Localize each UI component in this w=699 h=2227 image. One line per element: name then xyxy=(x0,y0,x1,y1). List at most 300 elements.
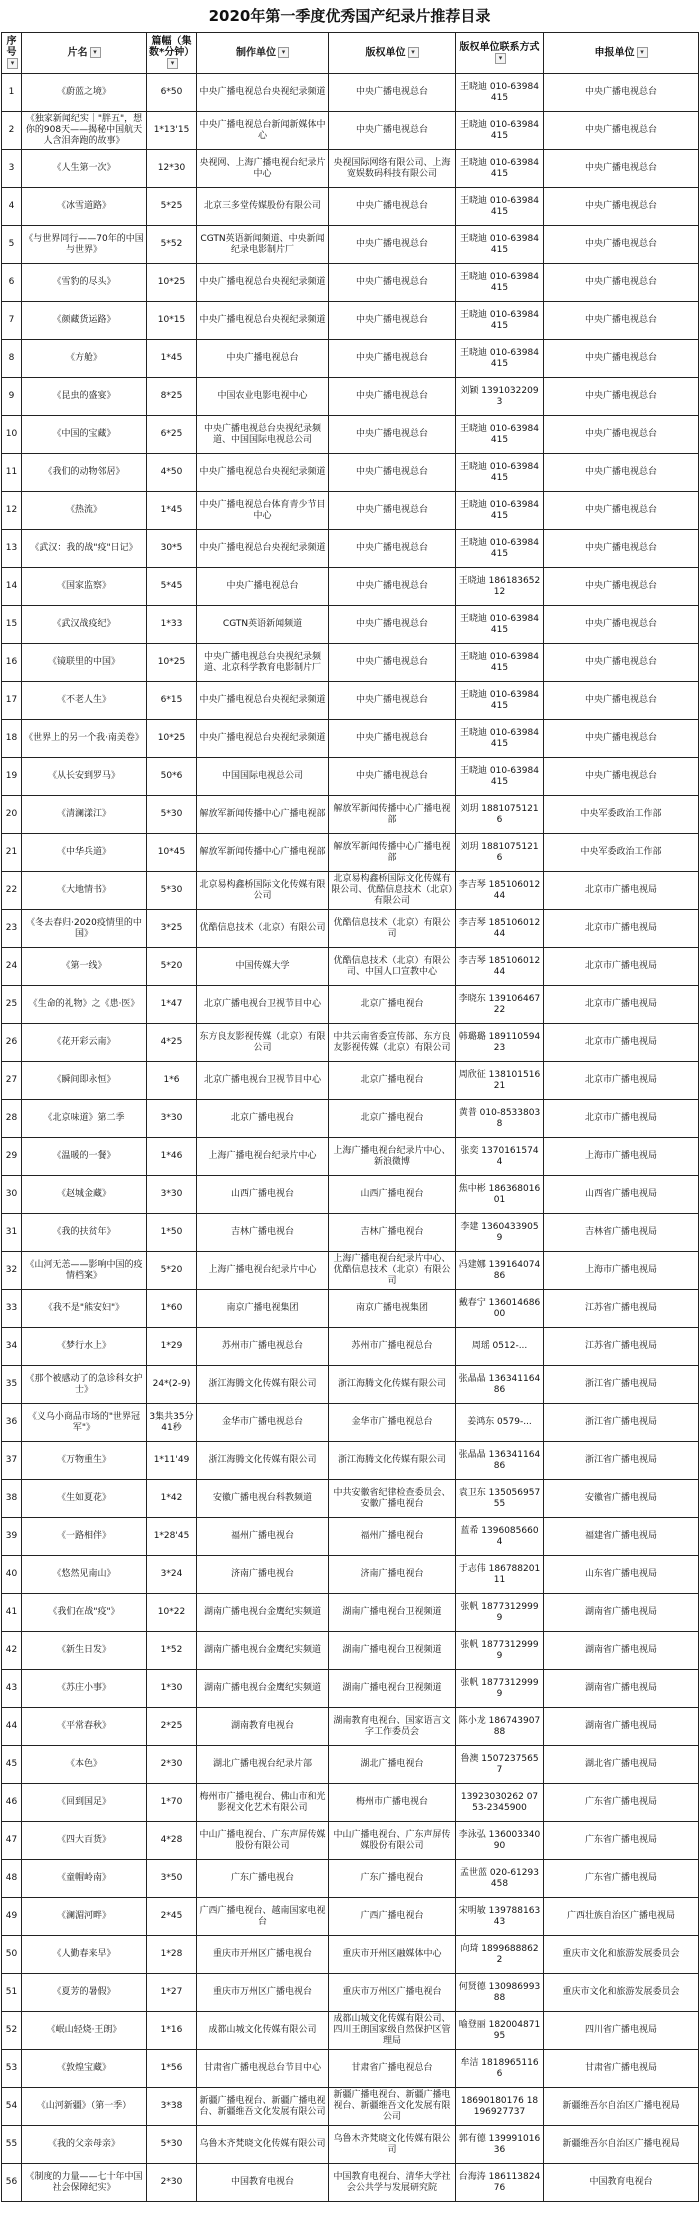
cell-index: 44 xyxy=(2,1708,22,1746)
cell-title: 《武汉：我的战"疫"日记》 xyxy=(22,530,147,568)
cell-copyright: 中共安徽省纪律检查委员会、安徽广播电视台 xyxy=(329,1480,456,1518)
cell-applicant: 新疆维吾尔自治区广播电视局 xyxy=(544,2088,699,2126)
col-header-title[interactable]: 片名 ▾ xyxy=(22,33,147,74)
table-row xyxy=(2,1936,699,1974)
cell-index: 51 xyxy=(2,1974,22,2012)
cell-title: 《武汉战疫纪》 xyxy=(22,606,147,644)
cell-copyright: 中央广播电视总台 xyxy=(329,758,456,796)
cell-copyright: 苏州市广播电视总台 xyxy=(329,1328,456,1366)
cell-producer: 中央广播电视总台央视纪录频道 xyxy=(197,454,329,492)
cell-producer: 广西广播电视台、越南国家电视台 xyxy=(197,1898,329,1936)
cell-contact: 王晓迪 010-63984415 xyxy=(456,74,544,112)
cell-copyright: 福州广播电视台 xyxy=(329,1518,456,1556)
cell-applicant: 新疆维吾尔自治区广播电视局 xyxy=(544,2126,699,2164)
cell-producer: 东方良友影视传媒（北京）有限公司 xyxy=(197,1024,329,1062)
cell-producer: 北京广播电视台卫视节目中心 xyxy=(197,986,329,1024)
cell-index: 16 xyxy=(2,644,22,682)
table-row xyxy=(2,416,699,454)
cell-producer: 中国国际电视总公司 xyxy=(197,758,329,796)
cell-index: 46 xyxy=(2,1784,22,1822)
table-row xyxy=(2,1442,699,1480)
cell-producer: 北京易构鑫桥国际文化传媒有限公司 xyxy=(197,872,329,910)
table-row xyxy=(2,1822,699,1860)
table-row xyxy=(2,1480,699,1518)
cell-copyright: 中国教育电视台、清华大学社会公共学与发展研究院 xyxy=(329,2164,456,2202)
cell-length: 10*25 xyxy=(147,264,197,302)
cell-producer: 北京广播电视台卫视节目中心 xyxy=(197,1062,329,1100)
cell-applicant: 中央广播电视总台 xyxy=(544,226,699,264)
cell-producer: 重庆市万州区广播电视台 xyxy=(197,1974,329,2012)
cell-title: 《我不是"熊安妇"》 xyxy=(22,1290,147,1328)
cell-copyright: 北京广播电视台 xyxy=(329,986,456,1024)
cell-applicant: 中央广播电视总台 xyxy=(544,454,699,492)
cell-index: 25 xyxy=(2,986,22,1024)
cell-contact: 陈小龙 18674390788 xyxy=(456,1708,544,1746)
cell-contact: 王晓迪 010-63984415 xyxy=(456,758,544,796)
cell-applicant: 重庆市文化和旅游发展委员会 xyxy=(544,1974,699,2012)
cell-contact: 周欣征 13810151621 xyxy=(456,1062,544,1100)
cell-contact: 李泳弘 13600334090 xyxy=(456,1822,544,1860)
cell-length: 8*25 xyxy=(147,378,197,416)
cell-contact: 18690180176 18196927737 xyxy=(456,2088,544,2126)
cell-length: 10*25 xyxy=(147,644,197,682)
cell-index: 9 xyxy=(2,378,22,416)
cell-applicant: 湖北省广播电视局 xyxy=(544,1746,699,1784)
table-row xyxy=(2,1290,699,1328)
cell-index: 7 xyxy=(2,302,22,340)
cell-producer: 安徽广播电视台科教频道 xyxy=(197,1480,329,1518)
cell-title: 《温暖的一餐》 xyxy=(22,1138,147,1176)
filter-dropdown-icon[interactable]: ▾ xyxy=(7,58,18,69)
cell-title: 《花开彩云南》 xyxy=(22,1024,147,1062)
page-title: 2020年第一季度优秀国产纪录片推荐目录 xyxy=(208,7,491,25)
cell-copyright: 梅州市广播电视台 xyxy=(329,1784,456,1822)
cell-contact: 袁卫东 13505695755 xyxy=(456,1480,544,1518)
cell-contact: 王晓迪 010-63984415 xyxy=(456,340,544,378)
cell-producer: 中央广播电视总台央视纪录频道 xyxy=(197,264,329,302)
cell-copyright: 浙江海腾文化传媒有限公司 xyxy=(329,1366,456,1404)
table-row xyxy=(2,302,699,340)
cell-applicant: 中央广播电视总台 xyxy=(544,606,699,644)
cell-length: 1*30 xyxy=(147,1670,197,1708)
cell-contact: 李吉琴 18510601244 xyxy=(456,872,544,910)
cell-index: 37 xyxy=(2,1442,22,1480)
cell-producer: 苏州市广播电视总台 xyxy=(197,1328,329,1366)
cell-contact: 刘玥 18810751216 xyxy=(456,834,544,872)
cell-length: 1*42 xyxy=(147,1480,197,1518)
cell-copyright: 中央广播电视总台 xyxy=(329,264,456,302)
cell-length: 1*6 xyxy=(147,1062,197,1100)
cell-copyright: 新疆广播电视台、新疆广播电视台、新疆维吾文化发展有限公司 xyxy=(329,2088,456,2126)
cell-title: 《不老人生》 xyxy=(22,682,147,720)
cell-index: 32 xyxy=(2,1252,22,1290)
cell-applicant: 福建省广播电视局 xyxy=(544,1518,699,1556)
cell-applicant: 上海市广播电视局 xyxy=(544,1138,699,1176)
cell-length: 10*25 xyxy=(147,720,197,758)
cell-producer: CGTN英语新闻频道 xyxy=(197,606,329,644)
table-row xyxy=(2,1594,699,1632)
cell-copyright: 北京广播电视台 xyxy=(329,1062,456,1100)
table-row xyxy=(2,492,699,530)
table-row xyxy=(2,1404,699,1442)
cell-title: 《国家监察》 xyxy=(22,568,147,606)
header-row xyxy=(2,33,699,74)
filter-dropdown-icon[interactable]: ▾ xyxy=(90,47,101,58)
cell-title: 《制度的力量——七十年中国社会保障纪实》 xyxy=(22,2164,147,2202)
table-row xyxy=(2,1746,699,1784)
cell-length: 1*28'45 xyxy=(147,1518,197,1556)
cell-index: 23 xyxy=(2,910,22,948)
cell-producer: 央视网、上海广播电视台纪录片中心 xyxy=(197,150,329,188)
cell-applicant: 中央广播电视总台 xyxy=(544,644,699,682)
cell-applicant: 中央广播电视总台 xyxy=(544,340,699,378)
cell-index: 19 xyxy=(2,758,22,796)
cell-producer: 成都山城文化传媒有限公司 xyxy=(197,2012,329,2050)
table-row xyxy=(2,1974,699,2012)
cell-length: 5*30 xyxy=(147,872,197,910)
cell-copyright: 湖南广播电视台卫视频道 xyxy=(329,1632,456,1670)
cell-producer: 上海广播电视台纪录片中心 xyxy=(197,1138,329,1176)
table-row xyxy=(2,1100,699,1138)
cell-length: 50*6 xyxy=(147,758,197,796)
cell-producer: 山西广播电视台 xyxy=(197,1176,329,1214)
cell-applicant: 中央广播电视总台 xyxy=(544,112,699,150)
cell-title: 《平常春秋》 xyxy=(22,1708,147,1746)
cell-index: 28 xyxy=(2,1100,22,1138)
cell-title: 《那个被感动了的急诊科女护士》 xyxy=(22,1366,147,1404)
cell-length: 3*30 xyxy=(147,1176,197,1214)
cell-length: 3*50 xyxy=(147,1860,197,1898)
cell-index: 45 xyxy=(2,1746,22,1784)
cell-copyright: 甘肃省广播电视总台 xyxy=(329,2050,456,2088)
cell-length: 5*25 xyxy=(147,188,197,226)
cell-producer: 中央广播电视总台 xyxy=(197,340,329,378)
cell-index: 5 xyxy=(2,226,22,264)
table-row xyxy=(2,1784,699,1822)
cell-index: 8 xyxy=(2,340,22,378)
col-header-copyright[interactable]: 版权单位 ▾ xyxy=(329,33,456,74)
cell-title: 《昆虫的盛宴》 xyxy=(22,378,147,416)
table-row xyxy=(2,1518,699,1556)
cell-length: 10*45 xyxy=(147,834,197,872)
cell-index: 47 xyxy=(2,1822,22,1860)
filter-dropdown-icon[interactable]: ▾ xyxy=(167,58,178,69)
cell-producer: 浙江海腾文化传媒有限公司 xyxy=(197,1366,329,1404)
cell-contact: 王晓迪 010-63984415 xyxy=(456,606,544,644)
cell-contact: 王晓迪 010-63984415 xyxy=(456,492,544,530)
cell-length: 6*15 xyxy=(147,682,197,720)
table-row xyxy=(2,834,699,872)
table-row xyxy=(2,758,699,796)
cell-index: 13 xyxy=(2,530,22,568)
cell-title: 《苏庄小事》 xyxy=(22,1670,147,1708)
cell-copyright: 中央广播电视总台 xyxy=(329,302,456,340)
cell-title: 《中国的宝藏》 xyxy=(22,416,147,454)
cell-index: 42 xyxy=(2,1632,22,1670)
table-row xyxy=(2,1176,699,1214)
cell-index: 12 xyxy=(2,492,22,530)
cell-index: 20 xyxy=(2,796,22,834)
cell-length: 1*70 xyxy=(147,1784,197,1822)
cell-applicant: 中央广播电视总台 xyxy=(544,682,699,720)
cell-applicant: 北京市广播电视局 xyxy=(544,1062,699,1100)
table-row xyxy=(2,1708,699,1746)
cell-copyright: 中央广播电视总台 xyxy=(329,416,456,454)
cell-applicant: 浙江省广播电视局 xyxy=(544,1366,699,1404)
col-header-length[interactable]: 篇幅（集数*分钟）▾ xyxy=(147,33,197,74)
cell-title: 《从长安到罗马》 xyxy=(22,758,147,796)
col-header-index[interactable]: 序号▾ xyxy=(2,33,22,74)
cell-applicant: 江苏省广播电视局 xyxy=(544,1328,699,1366)
cell-applicant: 中央广播电视总台 xyxy=(544,188,699,226)
cell-contact: 李建 13604339059 xyxy=(456,1214,544,1252)
cell-contact: 王晓迪 18618365212 xyxy=(456,568,544,606)
cell-title: 《清澜漾江》 xyxy=(22,796,147,834)
cell-title: 《与世界同行——70年的中国与世界》 xyxy=(22,226,147,264)
cell-contact: 张晶晶 13634116486 xyxy=(456,1366,544,1404)
cell-title: 《悠然见南山》 xyxy=(22,1556,147,1594)
cell-contact: 焦中彬 18636801601 xyxy=(456,1176,544,1214)
cell-copyright: 济南广播电视台 xyxy=(329,1556,456,1594)
cell-length: 2*30 xyxy=(147,2164,197,2202)
table-row xyxy=(2,530,699,568)
table-row xyxy=(2,1252,699,1290)
cell-copyright: 湖南教育电视台、国家语言文字工作委员会 xyxy=(329,1708,456,1746)
cell-index: 29 xyxy=(2,1138,22,1176)
cell-index: 35 xyxy=(2,1366,22,1404)
cell-length: 30*5 xyxy=(147,530,197,568)
cell-applicant: 上海市广播电视局 xyxy=(544,1252,699,1290)
cell-copyright: 中山广播电视台、广东声屏传媒股份有限公司 xyxy=(329,1822,456,1860)
cell-contact: 张帆 18773129999 xyxy=(456,1594,544,1632)
cell-producer: CGTN英语新闻频道、中央新闻纪录电影制片厂 xyxy=(197,226,329,264)
cell-applicant: 中央广播电视总台 xyxy=(544,264,699,302)
cell-title: 《澜湄河畔》 xyxy=(22,1898,147,1936)
cell-length: 5*30 xyxy=(147,2126,197,2164)
cell-index: 38 xyxy=(2,1480,22,1518)
cell-producer: 优酷信息技术（北京）有限公司 xyxy=(197,910,329,948)
cell-applicant: 中央广播电视总台 xyxy=(544,568,699,606)
cell-length: 1*46 xyxy=(147,1138,197,1176)
cell-length: 5*20 xyxy=(147,1252,197,1290)
cell-copyright: 上海广播电视台纪录片中心、新浪微博 xyxy=(329,1138,456,1176)
cell-applicant: 安徽省广播电视局 xyxy=(544,1480,699,1518)
cell-length: 5*30 xyxy=(147,796,197,834)
cell-copyright: 中央广播电视总台 xyxy=(329,492,456,530)
table-row xyxy=(2,1898,699,1936)
cell-index: 41 xyxy=(2,1594,22,1632)
cell-length: 3集共35分41秒 xyxy=(147,1404,197,1442)
cell-index: 56 xyxy=(2,2164,22,2202)
cell-applicant: 北京市广播电视局 xyxy=(544,1024,699,1062)
cell-title: 《瞬间即永恒》 xyxy=(22,1062,147,1100)
cell-index: 30 xyxy=(2,1176,22,1214)
cell-applicant: 中央广播电视总台 xyxy=(544,74,699,112)
filter-dropdown-icon[interactable]: ▾ xyxy=(278,47,289,58)
cell-producer: 湖南广播电视台金鹰纪实频道 xyxy=(197,1594,329,1632)
col-header-contact[interactable]: 版权单位联系方式▾ xyxy=(456,33,544,74)
cell-length: 6*25 xyxy=(147,416,197,454)
cell-contact: 鲁澳 15072375657 xyxy=(456,1746,544,1784)
cell-producer: 北京三多堂传媒股份有限公司 xyxy=(197,188,329,226)
cell-title: 《回到国足》 xyxy=(22,1784,147,1822)
table-row xyxy=(2,2164,699,2202)
cell-length: 4*28 xyxy=(147,1822,197,1860)
cell-copyright: 中央广播电视总台 xyxy=(329,530,456,568)
cell-length: 1*52 xyxy=(147,1632,197,1670)
table-row xyxy=(2,986,699,1024)
table-row xyxy=(2,1860,699,1898)
cell-length: 2*30 xyxy=(147,1746,197,1784)
cell-title: 《第一线》 xyxy=(22,948,147,986)
cell-contact: 张晶晶 13634116486 xyxy=(456,1442,544,1480)
cell-copyright: 中央广播电视总台 xyxy=(329,226,456,264)
cell-contact: 王晓迪 010-63984415 xyxy=(456,150,544,188)
cell-index: 55 xyxy=(2,2126,22,2164)
cell-producer: 梅州市广播电视台、佛山市和光影视文化艺术有限公司 xyxy=(197,1784,329,1822)
cell-contact: 周瑶 0512-... xyxy=(456,1328,544,1366)
table-row xyxy=(2,2126,699,2164)
cell-producer: 福州广播电视台 xyxy=(197,1518,329,1556)
cell-producer: 中央广播电视总台 xyxy=(197,568,329,606)
cell-index: 40 xyxy=(2,1556,22,1594)
cell-contact: 王晓迪 010-63984415 xyxy=(456,302,544,340)
cell-producer: 中央广播电视总台央视纪录频道 xyxy=(197,302,329,340)
cell-index: 1 xyxy=(2,74,22,112)
filter-dropdown-icon[interactable]: ▾ xyxy=(637,47,648,58)
filter-dropdown-icon[interactable]: ▾ xyxy=(495,53,506,64)
col-header-producer[interactable]: 制作单位 ▾ xyxy=(197,33,329,74)
cell-contact: 于志伟 18678820111 xyxy=(456,1556,544,1594)
cell-contact: 牟洁 18189651166 xyxy=(456,2050,544,2088)
cell-applicant: 北京市广播电视局 xyxy=(544,910,699,948)
cell-contact: 王晓迪 010-63984415 xyxy=(456,264,544,302)
cell-contact: 王晓迪 010-63984415 xyxy=(456,644,544,682)
cell-contact: 宋明敏 13978816343 xyxy=(456,1898,544,1936)
cell-index: 4 xyxy=(2,188,22,226)
cell-applicant: 北京市广播电视局 xyxy=(544,872,699,910)
cell-copyright: 北京广播电视台 xyxy=(329,1100,456,1138)
cell-contact: 张奕 13701615744 xyxy=(456,1138,544,1176)
cell-length: 3*38 xyxy=(147,2088,197,2126)
cell-length: 4*50 xyxy=(147,454,197,492)
table-row xyxy=(2,150,699,188)
cell-producer: 中山广播电视台、广东声屏传媒股份有限公司 xyxy=(197,1822,329,1860)
cell-producer: 中央广播电视总台央视纪录频道 xyxy=(197,720,329,758)
cell-producer: 重庆市开州区广播电视台 xyxy=(197,1936,329,1974)
cell-index: 52 xyxy=(2,2012,22,2050)
cell-applicant: 四川省广播电视局 xyxy=(544,2012,699,2050)
cell-producer: 中央广播电视总台央视纪录频道、中国国际电视总公司 xyxy=(197,416,329,454)
table-body xyxy=(2,74,699,2202)
cell-contact: 喻登丽 18200487195 xyxy=(456,2012,544,2050)
cell-title: 《独家新闻纪实｜"胖五"，想你的908天——揭秘中国航天人含泪奔跑的故事》 xyxy=(22,112,147,150)
cell-length: 10*15 xyxy=(147,302,197,340)
cell-index: 21 xyxy=(2,834,22,872)
cell-index: 36 xyxy=(2,1404,22,1442)
cell-index: 53 xyxy=(2,2050,22,2088)
cell-title: 《我的扶贫年》 xyxy=(22,1214,147,1252)
table-row xyxy=(2,1366,699,1404)
table-row xyxy=(2,644,699,682)
cell-copyright: 北京易构鑫桥国际文化传媒有限公司、优酷信息技术（北京）有限公司 xyxy=(329,872,456,910)
filter-dropdown-icon[interactable]: ▾ xyxy=(408,47,419,58)
cell-copyright: 解放军新闻传播中心广播电视部 xyxy=(329,796,456,834)
cell-contact: 孟世蓝 020-61293458 xyxy=(456,1860,544,1898)
col-header-applicant[interactable]: 申报单位 ▾ xyxy=(544,33,699,74)
table-row xyxy=(2,378,699,416)
cell-producer: 湖南教育电视台 xyxy=(197,1708,329,1746)
cell-length: 1*11'49 xyxy=(147,1442,197,1480)
cell-contact: 刘玥 18810751216 xyxy=(456,796,544,834)
cell-title: 《冰雪道路》 xyxy=(22,188,147,226)
cell-index: 2 xyxy=(2,112,22,150)
cell-title: 《人生第一次》 xyxy=(22,150,147,188)
cell-applicant: 浙江省广播电视局 xyxy=(544,1404,699,1442)
cell-index: 14 xyxy=(2,568,22,606)
cell-producer: 解放军新闻传播中心广播电视部 xyxy=(197,834,329,872)
cell-applicant: 中央广播电视总台 xyxy=(544,530,699,568)
cell-applicant: 中央广播电视总台 xyxy=(544,416,699,454)
cell-copyright: 山西广播电视台 xyxy=(329,1176,456,1214)
cell-contact: 冯建娜 13916407486 xyxy=(456,1252,544,1290)
cell-length: 1*56 xyxy=(147,2050,197,2088)
table-row xyxy=(2,568,699,606)
cell-producer: 中央广播电视总台央视纪录频道 xyxy=(197,74,329,112)
table-row xyxy=(2,910,699,948)
cell-title: 《岷山轻烧·王朗》 xyxy=(22,2012,147,2050)
table-row xyxy=(2,1632,699,1670)
cell-contact: 向琦 18996888622 xyxy=(456,1936,544,1974)
cell-title: 《我们的动物邻居》 xyxy=(22,454,147,492)
cell-length: 5*45 xyxy=(147,568,197,606)
cell-applicant: 湖南省广播电视局 xyxy=(544,1632,699,1670)
cell-contact: 戴春宁 13601468600 xyxy=(456,1290,544,1328)
cell-length: 3*24 xyxy=(147,1556,197,1594)
table-row xyxy=(2,796,699,834)
cell-contact: 王晓迪 010-63984415 xyxy=(456,454,544,492)
cell-applicant: 中央军委政治工作部 xyxy=(544,796,699,834)
cell-copyright: 优酷信息技术（北京）有限公司、中国人口宣教中心 xyxy=(329,948,456,986)
cell-length: 1*47 xyxy=(147,986,197,1024)
table-row xyxy=(2,112,699,150)
cell-contact: 蓝希 13960856604 xyxy=(456,1518,544,1556)
documentary-table xyxy=(1,32,699,2202)
cell-title: 《生如夏花》 xyxy=(22,1480,147,1518)
cell-length: 1*27 xyxy=(147,1974,197,2012)
cell-index: 10 xyxy=(2,416,22,454)
cell-title: 《生命的礼物》之《患·医》 xyxy=(22,986,147,1024)
cell-length: 10*22 xyxy=(147,1594,197,1632)
cell-copyright: 中央广播电视总台 xyxy=(329,682,456,720)
table-row xyxy=(2,606,699,644)
cell-copyright: 金华市广播电视总台 xyxy=(329,1404,456,1442)
cell-copyright: 重庆市开州区融媒体中心 xyxy=(329,1936,456,1974)
cell-producer: 湖北广播电视台纪录片部 xyxy=(197,1746,329,1784)
table-row xyxy=(2,264,699,302)
cell-applicant: 中央广播电视总台 xyxy=(544,492,699,530)
table-row xyxy=(2,1214,699,1252)
cell-title: 《热流》 xyxy=(22,492,147,530)
cell-applicant: 中央广播电视总台 xyxy=(544,758,699,796)
cell-copyright: 中央广播电视总台 xyxy=(329,606,456,644)
cell-length: 6*50 xyxy=(147,74,197,112)
cell-title: 《蔚蓝之境》 xyxy=(22,74,147,112)
cell-applicant: 湖南省广播电视局 xyxy=(544,1670,699,1708)
cell-producer: 中国传媒大学 xyxy=(197,948,329,986)
table-row xyxy=(2,720,699,758)
table-row xyxy=(2,1062,699,1100)
